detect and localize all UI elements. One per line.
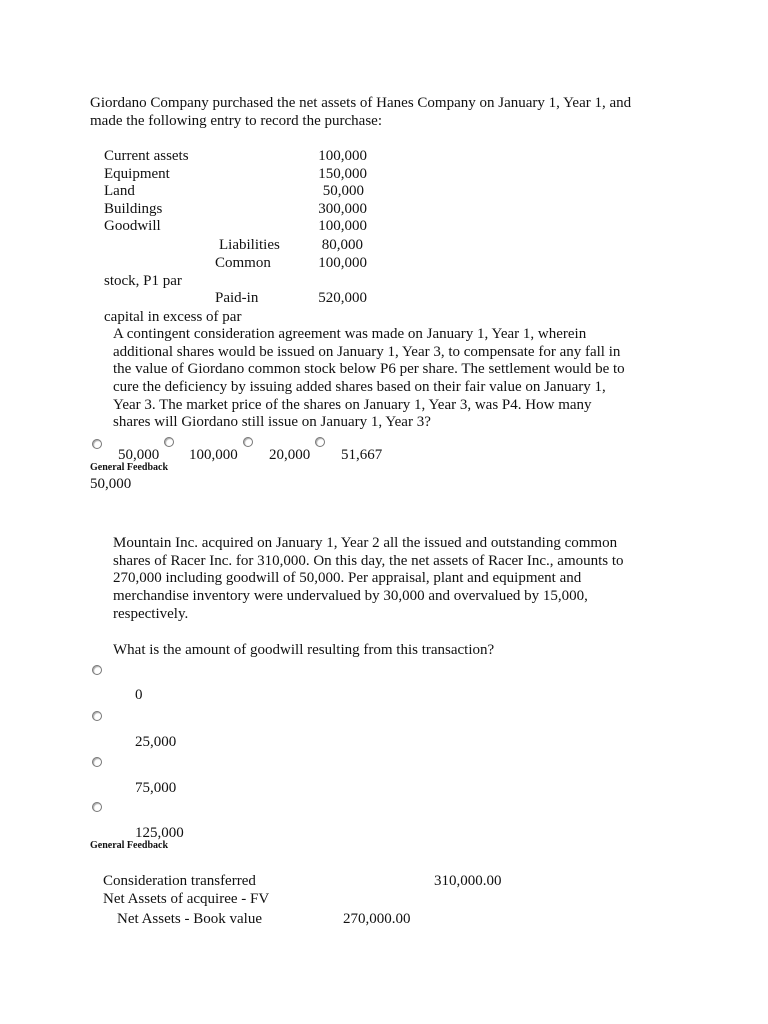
solution-consideration-label: Consideration transferred — [103, 873, 256, 889]
q2-question-line-3: 270,000 including goodwill of 50,000. Per appraisal, plant and equipment and — [113, 570, 582, 586]
entry-common-continuation: stock, P1 par — [104, 273, 182, 289]
entry-current-assets-label: Current assets — [104, 148, 189, 164]
q1-option-1-label[interactable]: 50,000 — [118, 447, 160, 463]
q1-question-line-2: additional shares would be issued on January 1, Year 3, to compensate for any fall in — [113, 344, 621, 360]
entry-paidin-value: 520,000 — [318, 290, 367, 306]
solution-net-assets-fv-label: Net Assets of acquiree - FV — [103, 891, 270, 907]
entry-goodwill-value: 100,000 — [318, 218, 367, 234]
entry-equipment-value: 150,000 — [318, 166, 367, 182]
entry-liabilities-label: Liabilities — [219, 237, 280, 253]
q2-question-line-4: merchandise inventory were undervalued by 30,000 and overvalued by 15,000, — [113, 588, 588, 604]
solution-consideration-value: 310,000.00 — [434, 873, 502, 889]
q2-question-line-5: respectively. — [113, 606, 189, 622]
entry-equipment-label: Equipment — [104, 166, 170, 182]
entry-current-assets-value: 100,000 — [318, 148, 367, 164]
q1-question-line-5: Year 3. The market price of the shares on January 1, Year 3, was P4. How many — [113, 397, 592, 413]
q1-question-line-4: cure the deficiency by issuing added shares based on their fair value on January 1, — [113, 379, 606, 395]
q1-option-4-radio[interactable] — [315, 437, 325, 447]
q1-intro-line-1: Giordano Company purchased the net assets of Hanes Company on January 1, Year 1, and — [90, 95, 632, 111]
solution-book-value-label: Net Assets - Book value — [117, 911, 262, 927]
q1-option-3-radio[interactable] — [243, 437, 253, 447]
entry-common-value: 100,000 — [318, 255, 367, 271]
q2-option-2-radio[interactable] — [92, 711, 102, 721]
q2-question-line-1: Mountain Inc. acquired on January 1, Year 2 all the issued and outstanding common — [113, 535, 618, 551]
entry-land-label: Land — [104, 183, 135, 199]
q2-option-4-label[interactable]: 125,000 — [135, 825, 184, 841]
q2-option-3-label[interactable]: 75,000 — [135, 780, 177, 796]
q2-option-2-label[interactable]: 25,000 — [135, 734, 177, 750]
q1-option-3-label[interactable]: 20,000 — [269, 447, 311, 463]
q2-option-1-label[interactable]: 0 — [135, 687, 143, 703]
entry-buildings-value: 300,000 — [318, 201, 367, 217]
solution-book-value-value: 270,000.00 — [343, 911, 411, 927]
q2-question-line-2: shares of Racer Inc. for 310,000. On this day, the net assets of Racer Inc., amounts to — [113, 553, 624, 569]
entry-goodwill-label: Goodwill — [104, 218, 161, 234]
entry-common-label: Common — [215, 255, 271, 271]
q2-option-3-radio[interactable] — [92, 757, 102, 767]
entry-paidin-continuation: capital in excess of par — [104, 309, 242, 325]
q1-option-4-label[interactable]: 51,667 — [341, 447, 383, 463]
q1-question-line-6: shares will Giordano still issue on January 1, Year 3? — [113, 414, 431, 430]
entry-land-value: 50,000 — [322, 183, 364, 199]
q1-question-line-3: the value of Giordano common stock below P6 per share. The settlement would be to — [113, 361, 625, 377]
q2-option-4-radio[interactable] — [92, 802, 102, 812]
q1-option-1-radio[interactable] — [92, 439, 102, 449]
q1-feedback-label: General Feedback — [90, 462, 169, 473]
q1-option-2-radio[interactable] — [164, 437, 174, 447]
q2-prompt: What is the amount of goodwill resulting from this transaction? — [113, 642, 495, 658]
entry-buildings-label: Buildings — [104, 201, 163, 217]
q2-option-1-radio[interactable] — [92, 665, 102, 675]
q1-feedback-answer: 50,000 — [90, 476, 132, 492]
q1-option-2-label[interactable]: 100,000 — [189, 447, 238, 463]
entry-paidin-label: Paid-in — [215, 290, 259, 306]
q1-question-line-1: A contingent consideration agreement was made on January 1, Year 1, wherein — [113, 326, 587, 342]
q1-intro-line-2: made the following entry to record the purchase: — [90, 113, 382, 129]
q2-feedback-label: General Feedback — [90, 840, 169, 851]
entry-liabilities-value: 80,000 — [321, 237, 363, 253]
